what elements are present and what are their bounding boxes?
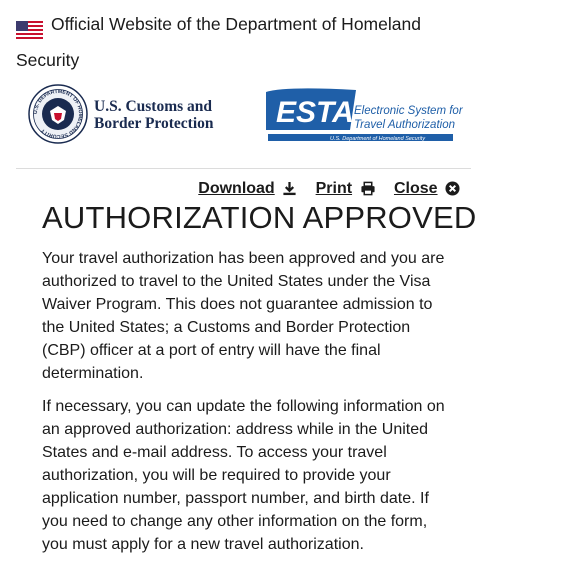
download-label: Download bbox=[198, 180, 275, 197]
page-title: AUTHORIZATION APPROVED bbox=[42, 200, 477, 235]
download-button[interactable] bbox=[198, 180, 297, 198]
official-website-banner bbox=[16, 6, 446, 78]
approval-paragraph: Your travel authorization has been approved and you are authorized to travel to the United States under the Visa Waiver Program. This does not guarantee admission to the United States; a Customs and Border Protection (CBP) officer at a port of entry will have the final determination. bbox=[42, 250, 445, 382]
svg-text:U.S. DEPARTMENT OF HOMELAND SE: U.S. DEPARTMENT OF HOMELAND SECURITY bbox=[32, 88, 84, 140]
print-label: Print bbox=[315, 180, 353, 197]
header-divider bbox=[16, 168, 471, 169]
print-button[interactable] bbox=[316, 180, 376, 198]
print-icon bbox=[360, 181, 376, 196]
svg-text:Travel Authorization: Travel Authorization bbox=[354, 119, 455, 131]
svg-text:U.S. Department of Homeland Se: U.S. Department of Homeland Security bbox=[330, 136, 426, 142]
update-info-paragraph: If necessary, you can update the following information on an approved authorization: address while in the United States and e-mail address. To access your travel authorization, you will be required to provide your application number, passport number, and birth date. If you need to change any other information on the form, you must apply for a new travel authorization. bbox=[42, 398, 445, 553]
agency-logos bbox=[28, 84, 478, 154]
close-icon bbox=[445, 181, 460, 196]
download-icon bbox=[282, 181, 297, 196]
us-flag-icon bbox=[16, 15, 43, 33]
close-button[interactable] bbox=[394, 180, 460, 198]
close-label: Close bbox=[393, 180, 438, 197]
cbp-seal-logo bbox=[28, 84, 88, 144]
svg-text:ESTA: ESTA bbox=[276, 96, 354, 129]
svg-text:Electronic System for: Electronic System for bbox=[354, 105, 463, 117]
action-toolbar bbox=[184, 180, 460, 198]
esta-logo bbox=[266, 86, 466, 148]
banner-text: Official Website of the Department of Homeland Security bbox=[16, 14, 421, 70]
cbp-wordmark: U.S. Customs and Border Protection bbox=[94, 98, 214, 132]
